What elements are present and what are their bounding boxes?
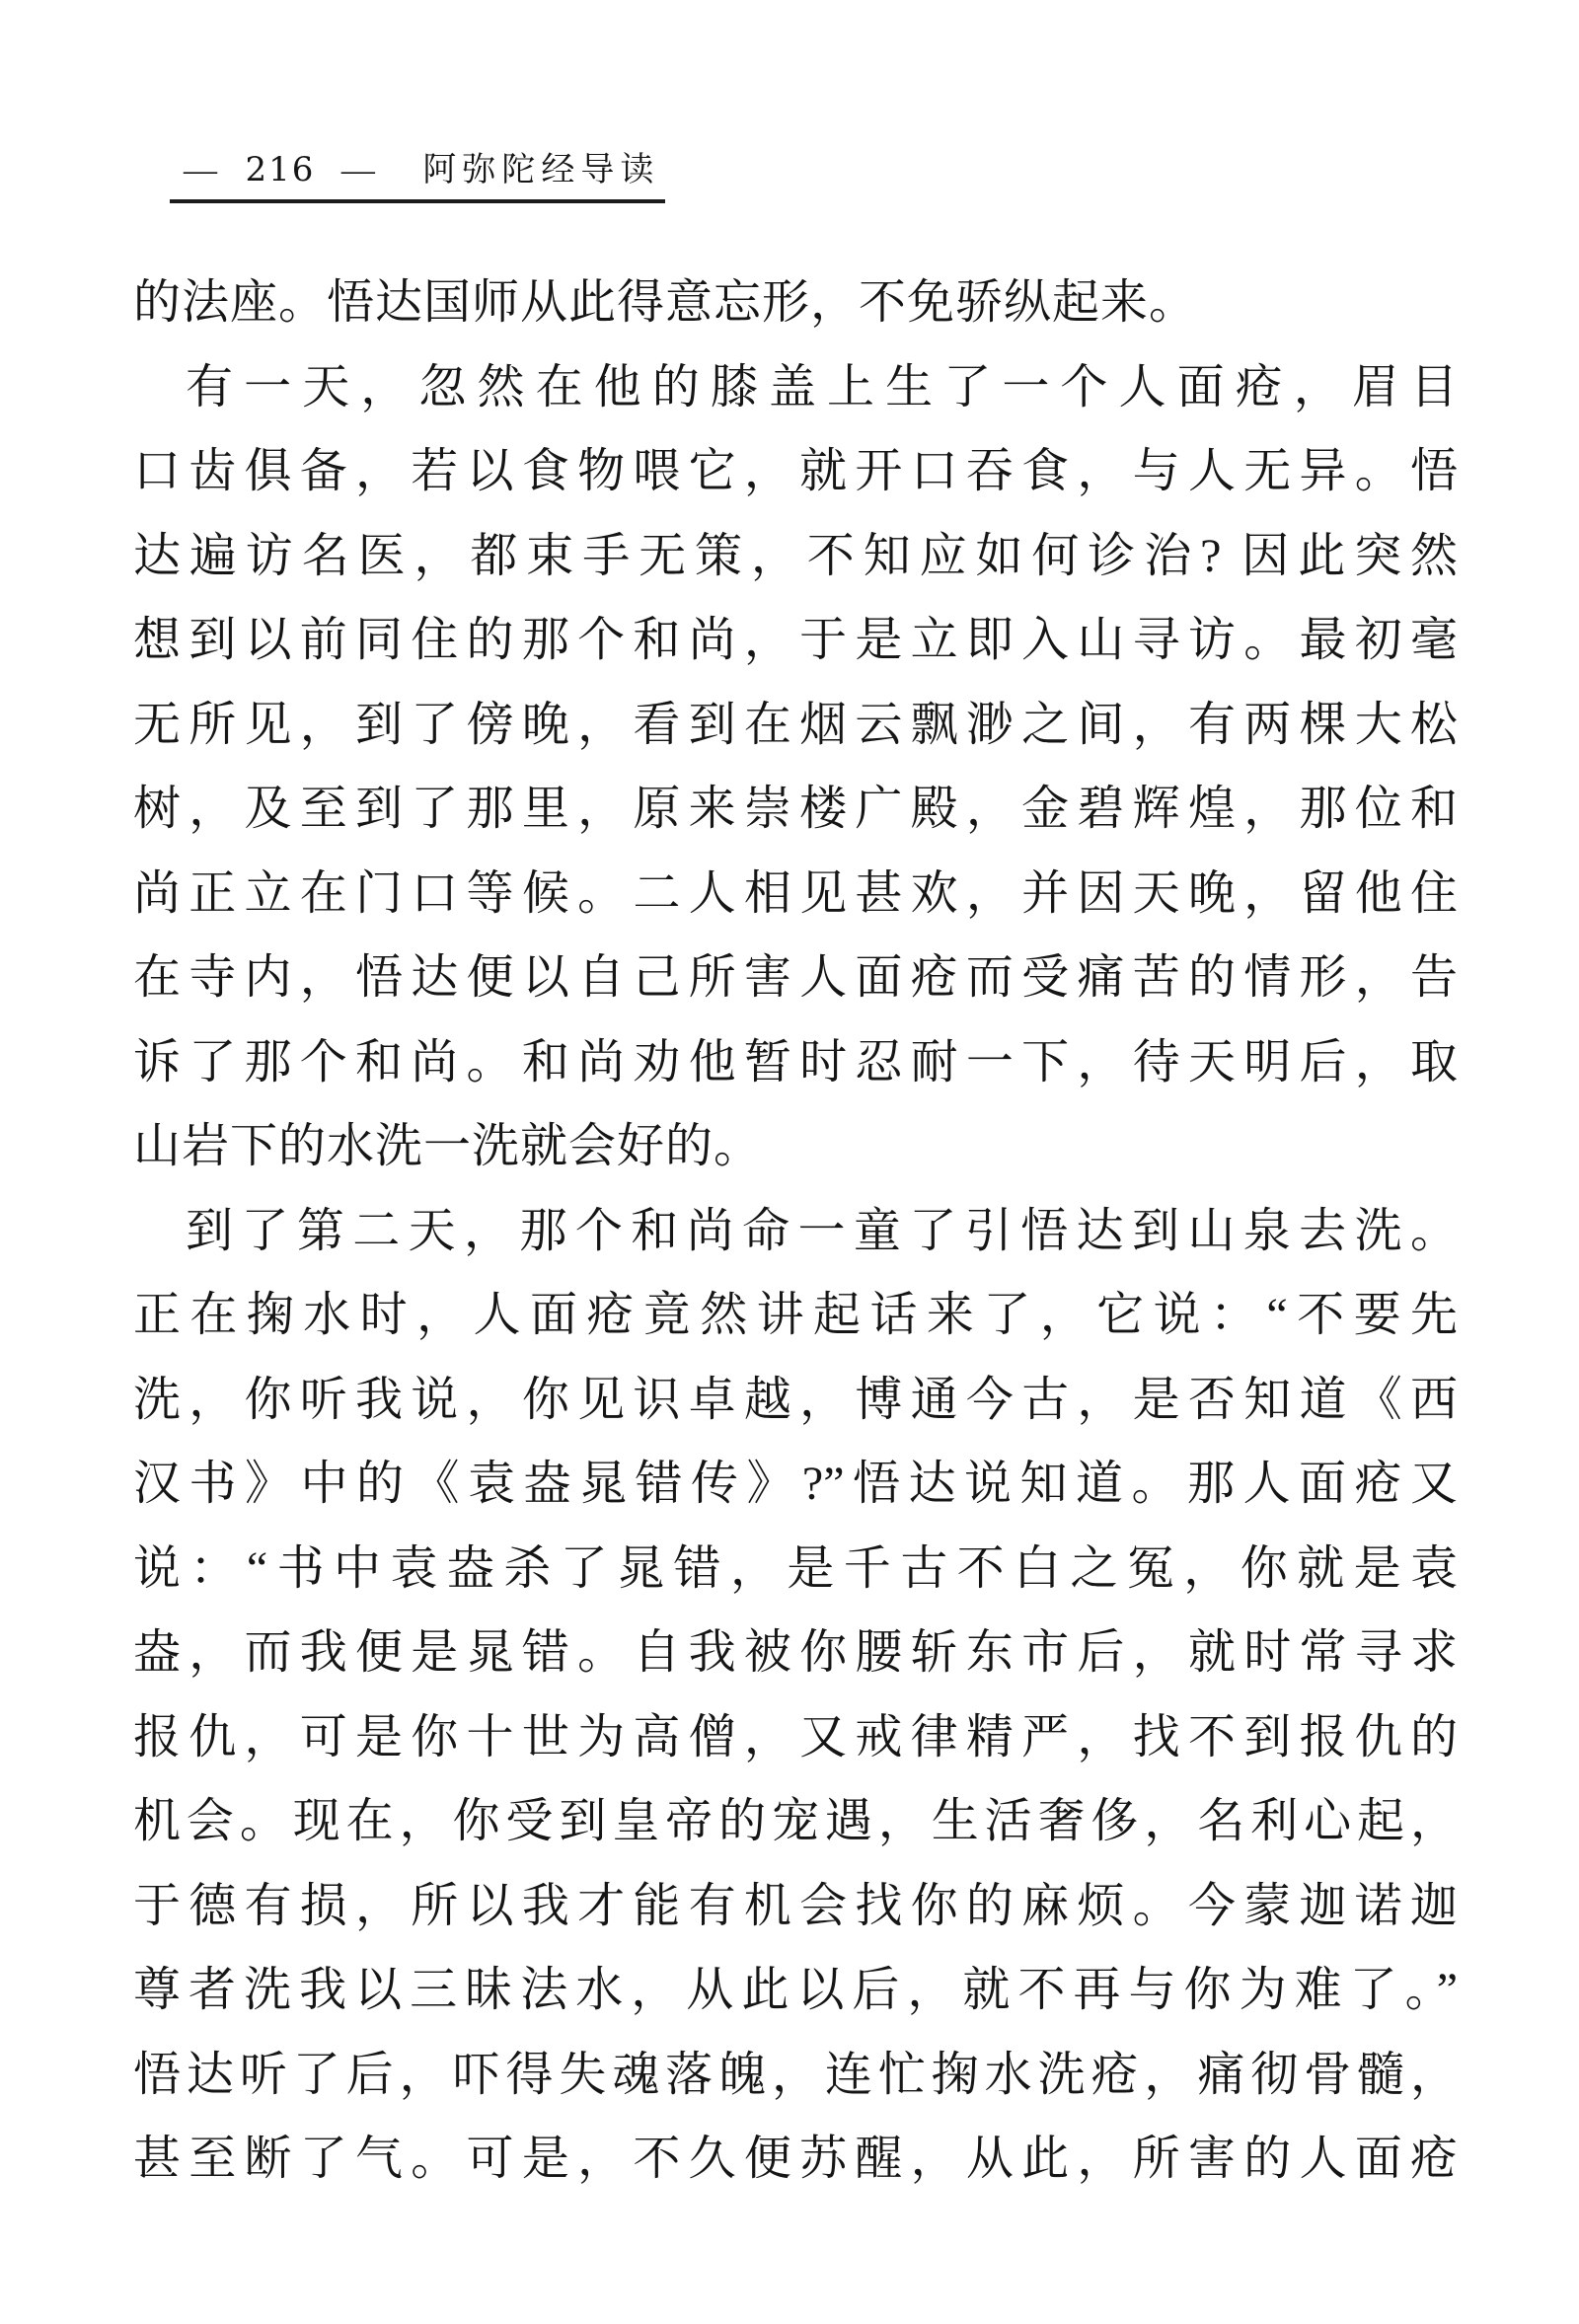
text-line: 想到以前同住的那个和尚，于是立即入山寻访。最初毫 xyxy=(133,614,1458,666)
text-line: 口齿俱备，若以食物喂它，就开口吞食，与人无异。悟 xyxy=(133,445,1458,497)
text-line: 机会。现在，你受到皇帝的宠遇，生活奢侈，名利心起， xyxy=(133,1795,1458,1847)
text-line: 诉了那个和尚。和尚劝他暂时忍耐一下，待天明后，取 xyxy=(133,1035,1458,1088)
text-line: 说：“书中袁盎杀了晁错，是千古不白之冤，你就是袁 xyxy=(133,1541,1458,1595)
text-line: 到了第二天，那个和尚命一童了引悟达到山泉去洗。 xyxy=(186,1204,1458,1257)
text-line: 无所见，到了傍晚，看到在烟云飘渺之间，有两棵大松 xyxy=(133,698,1458,751)
header-dash-right: — xyxy=(340,152,377,188)
text-line: 汉书》中的《袁盎晁错传》?”悟达说知道。那人面疮又 xyxy=(133,1458,1458,1510)
text-line: 的法座。悟达国师从此得意忘形，不免骄纵起来。 xyxy=(133,276,1198,329)
text-line: 洗，你听我说，你见识卓越，博通今古，是否知道《西 xyxy=(133,1373,1458,1426)
text-line: 尊者洗我以三昧法水，从此以后，就不再与你为难了。” xyxy=(133,1964,1458,2016)
text-line: 尚正立在门口等候。二人相见甚欢，并因天晚，留他住 xyxy=(133,866,1458,920)
header-dash-left: — xyxy=(184,152,219,188)
text-line: 悟达听了后，吓得失魂落魄，连忙掬水洗疮，痛彻骨髓， xyxy=(133,2048,1458,2101)
page-body xyxy=(133,261,1458,2202)
page-number: 216 xyxy=(245,150,316,189)
text-line: 正在掬水时，人面疮竟然讲起话来了，它说：“不要先 xyxy=(133,1289,1458,1341)
text-line: 在寺内，悟达便以自己所害人面疮而受痛苦的情形，告 xyxy=(133,951,1458,1004)
book-title: 阿弥陀经导读 xyxy=(422,152,660,188)
text-line: 树，及至到了那里，原来崇楼广殿，金碧辉煌，那位和 xyxy=(133,783,1458,835)
running-header-text xyxy=(170,150,665,203)
running-header xyxy=(170,150,665,203)
text-line: 达遍访名医，都束手无策，不知应如何诊治? 因此突然 xyxy=(133,529,1458,582)
text-line: 盎，而我便是晁错。自我被你腰斩东市后，就时常寻求 xyxy=(133,1626,1458,1679)
text-line: 有一天，忽然在他的膝盖上生了一个人面疮，眉目 xyxy=(186,360,1458,413)
text-line: 报仇，可是你十世为高僧，又戒律精严，找不到报仇的 xyxy=(133,1710,1458,1763)
text-line: 山岩下的水洗一洗就会好的。 xyxy=(133,1120,763,1172)
text-line: 甚至断了气。可是，不久便苏醒，从此，所害的人面疮 xyxy=(133,2133,1458,2185)
text-line: 于德有损，所以我才能有机会找你的麻烦。今蒙迦诺迦 xyxy=(133,1879,1458,1932)
